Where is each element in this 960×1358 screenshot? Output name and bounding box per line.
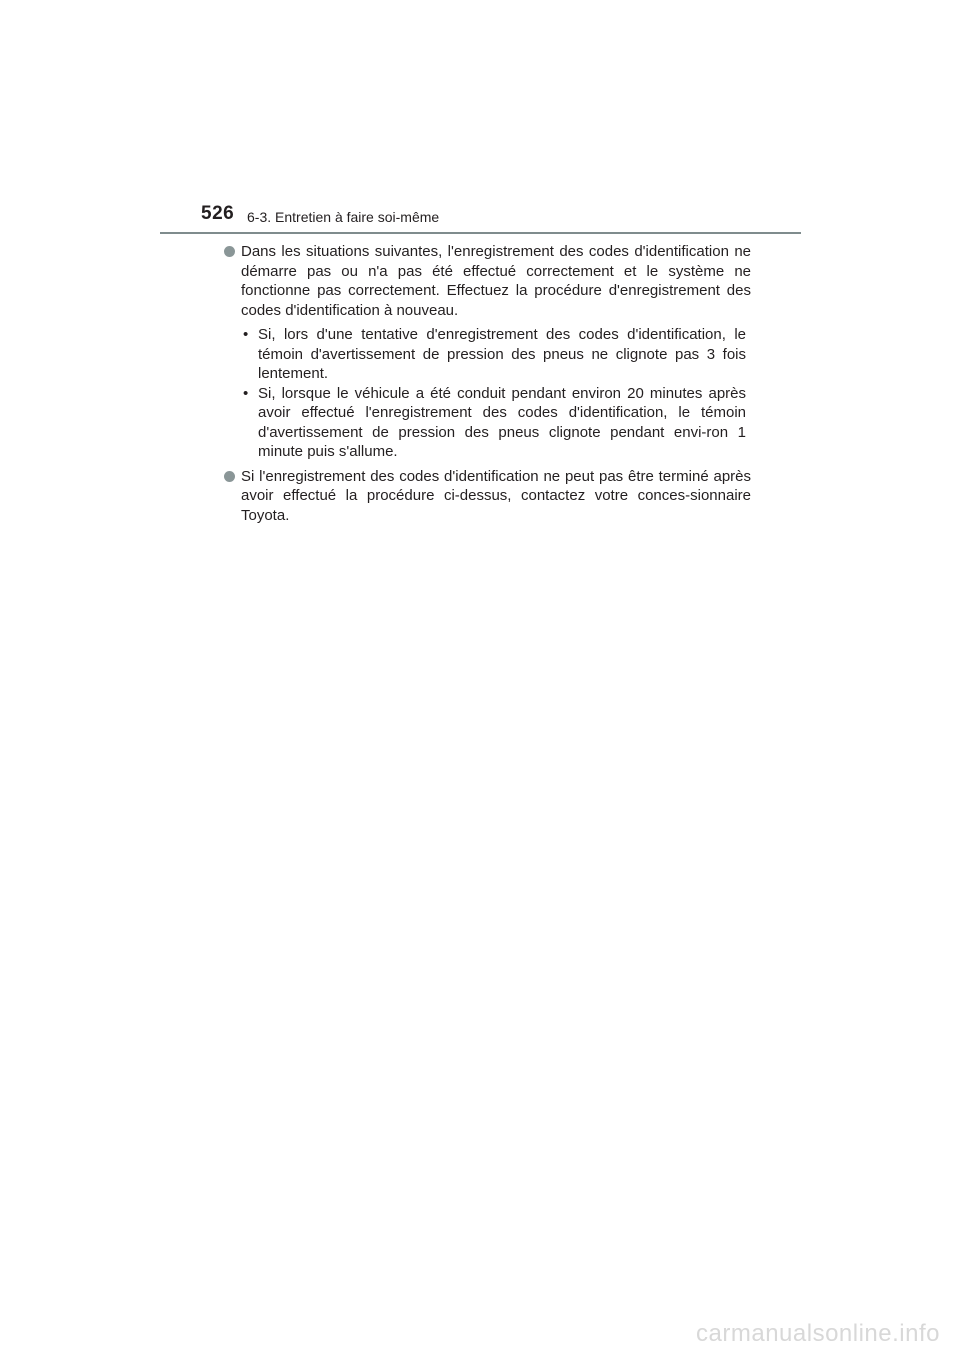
bullet-dot-icon [224,471,235,482]
bullet-dot-icon [224,246,235,257]
sub-item [241,384,751,462]
sub-list [241,325,751,462]
bullet-item [224,242,751,320]
page-number: 526 [201,203,235,224]
sub-item-text: Si, lors d'une tentative d'enregistrement des codes d'identification, le témoin d'avertissement de pression des pneus ne clignote pas 3 fois lentement. [258,326,746,382]
footer-watermark: carmanualsonline.info [696,1320,940,1347]
bullet-text: Dans les situations suivantes, l'enregistrement des codes d'identification ne démarre pas ou n'a pas été effectué correctement et le système ne fonctionne pas correctement. Effectuez la procédure d'enregistrement des codes d'identification à nouveau. [241,243,751,319]
header-rule [160,232,801,234]
section-title: 6-3. Entretien à faire soi-même [247,209,440,225]
bullet-item [224,467,751,526]
sub-marker: • [243,384,249,402]
bullet-text: Si l'enregistrement des codes d'identification ne peut pas être terminé après avoir effectué la procédure ci-dessus, contactez votre conces-sionnaire Toyota. [241,467,751,524]
sub-item-text: Si, lorsque le véhicule a été conduit pendant environ 20 minutes après avoir effectué l'enregistrement des codes d'identification, le témoin d'avertissement de pression des pneus clignote pendant envi-ron 1 minute puis s'allume. [258,384,746,460]
sub-marker: • [243,326,249,343]
content-body [224,242,751,530]
sub-item [241,325,751,384]
